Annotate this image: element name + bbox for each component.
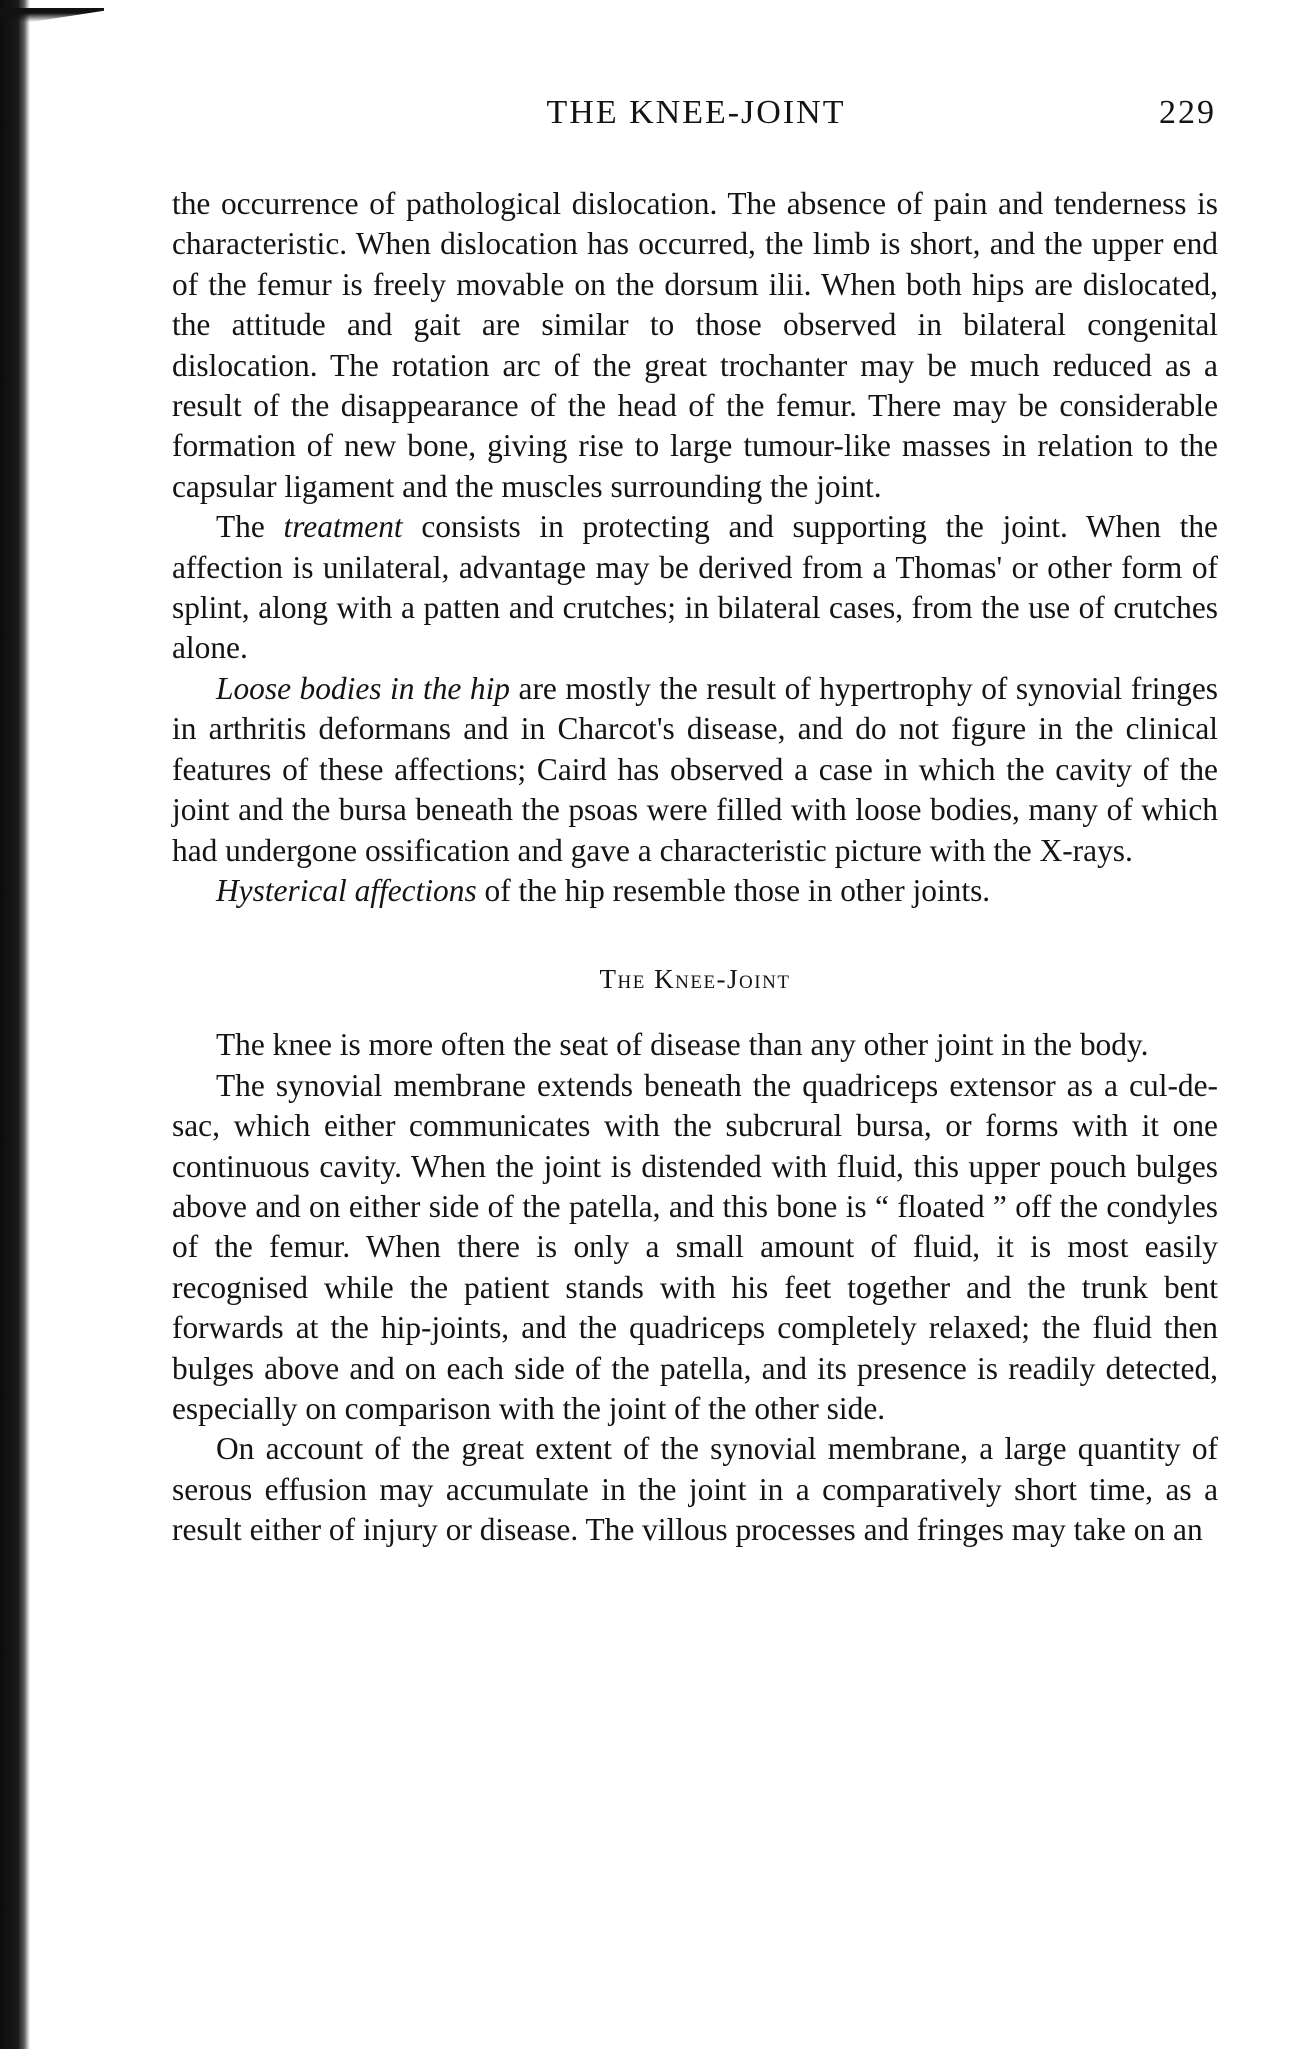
paragraph-hysterical bbox=[172, 871, 1218, 911]
running-title: THE KNEE-JOINT bbox=[546, 94, 846, 131]
hysterical-rest: of the hip resemble those in other joints. bbox=[476, 872, 991, 908]
paragraph-treatment bbox=[172, 507, 1218, 669]
page-number: 229 bbox=[1159, 94, 1216, 131]
hysterical-italic: Hysterical affections bbox=[216, 872, 477, 908]
treatment-rest: consists in protecting and supporting the joint. When the affection is unilateral, advantage may be derived from a Thomas' or other form of splint, along with a patten and crutches; in bilateral cases, from the use of crutches alone. bbox=[172, 509, 1218, 666]
paragraph-serous-effusion: On account of the great extent of the synovial membrane, a large quantity of serous effusion may accumulate in the joint in a comparatively short time, as a result either of injury or disease. The villous processes and fringes may take on an bbox=[172, 1431, 1218, 1548]
paragraph-loose-bodies bbox=[172, 669, 1218, 871]
section-heading: The Knee-Joint bbox=[599, 964, 791, 995]
page-binding-corner bbox=[0, 8, 104, 22]
loose-bodies-rest: are mostly the result of hypertrophy of synovial fringes in arthritis deformans and in Charcot's disease, and do not figure in the clinical features of these affections; Caird has observed a case in which the cavity of the joint and the bursa beneath the psoas were filled with loose bodies, many of which had undergone ossification and gave a characteristic picture with the X-rays. bbox=[172, 670, 1218, 868]
treatment-lead: The bbox=[216, 509, 284, 545]
paragraph-synovial-membrane: The synovial membrane extends beneath the quadriceps extensor as a cul-de-sac, which either communicates with the subcrural bursa, or forms with it one continuous cavity. When the joint is distended with fluid, this upper pouch bulges above and on either side of the patella, and this bone is “ floated ” off the condyles of the femur. When there is only a small amount of fluid, it is most easily recognised while the patient stands with his feet together and the trunk bent forwards at the hip-joints, and the quadriceps completely relaxed; the fluid then bulges above and on each side of the patella, and its presence is readily detected, especially on comparison with the joint of the other side. bbox=[172, 1067, 1218, 1426]
paragraph-knee-disease: The knee is more often the seat of disease than any other joint in the body. bbox=[216, 1027, 1149, 1063]
paragraph-dislocation: the occurrence of pathological dislocation. The absence of pain and tenderness is characteristic. When dislocation has occurred, the limb is short, and the upper end of the femur is freely movable on the dorsum ilii. When both hips are dislocated, the attitude and gait are similar to those observed in bilateral congenital dislocation. The rotation arc of the great trochanter may be much reduced as a result of the disappearance of the head of the femur. There may be considerable formation of new bone, giving rise to large tumour-like masses in relation to the capsular ligament and the muscles surrounding the joint. bbox=[172, 186, 1218, 504]
page-binding-edge bbox=[0, 0, 30, 2049]
body-text bbox=[172, 184, 1218, 1551]
page-header bbox=[176, 94, 1216, 140]
treatment-italic: treatment bbox=[283, 509, 403, 545]
loose-bodies-italic: Loose bodies in the hip bbox=[216, 670, 510, 706]
